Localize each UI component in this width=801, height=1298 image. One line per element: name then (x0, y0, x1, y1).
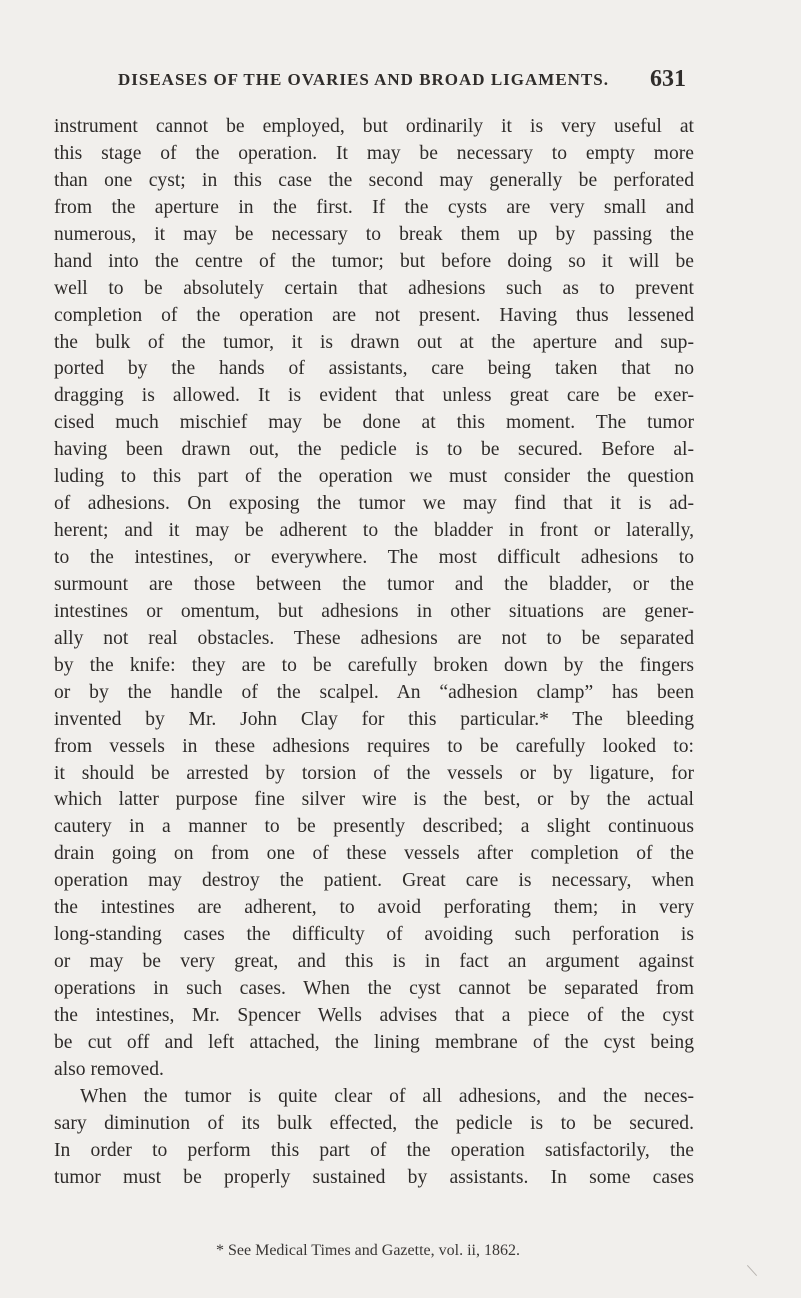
text-line: to the intestines, or everywhere. The most difficult adhesions to (54, 547, 694, 568)
text-line: the bulk of the tumor, it is drawn out at the aperture and sup- (54, 331, 694, 353)
text-line: which latter purpose fine silver wire is the best, or by the actual (54, 789, 694, 811)
text-line: invented by Mr. John Clay for this particular.* The bleeding (54, 708, 694, 730)
text-line: than one cyst; in this case the second may generally be perforated (54, 169, 694, 191)
text-line: hand into the centre of the tumor; but before doing so it will be (54, 250, 694, 272)
text-line: surmount are those between the tumor and the bladder, or the (54, 573, 694, 595)
text-line: cautery in a manner to be presently described; a slight continuous (54, 816, 694, 838)
text-line: operations in such cases. When the cyst cannot be separated from (54, 978, 694, 999)
text-line: numerous, it may be necessary to break them up by passing the (54, 223, 694, 245)
text-line: or may be very great, and this is in fact an argument against (54, 951, 694, 973)
body-text (54, 114, 694, 1192)
text-line: completion of the operation are not present. Having thus lessened (54, 304, 694, 326)
paragraph-end-line: also removed. (54, 1058, 164, 1080)
text-line: cised much mischief may be done at this moment. The tumor (54, 412, 694, 434)
text-line: sary diminution of its bulk effected, the pedicle is to be secured. (54, 1112, 694, 1134)
text-line: by the knife: they are to be carefully broken down by the fingers (54, 654, 694, 676)
scan-mark (747, 1265, 757, 1276)
text-line: tumor must be properly sustained by assistants. In some cases (54, 1166, 694, 1188)
chapter-title: DISEASES OF THE OVARIES AND BROAD LIGAMENTS. (118, 70, 609, 89)
text-line: the intestines, Mr. Spencer Wells advises that a piece of the cyst (54, 1004, 694, 1026)
text-line: In order to perform this part of the operation satisfactorily, the (54, 1139, 694, 1161)
text-line: ally not real obstacles. These adhesions are not to be separated (54, 627, 694, 649)
text-line: or by the handle of the scalpel. An “adhesion clamp” has been (54, 681, 694, 703)
text-line: drain going on from one of these vessels after completion of the (54, 843, 694, 865)
text-line: of adhesions. On exposing the tumor we may find that it is ad- (54, 493, 694, 515)
text-line: be cut off and left attached, the lining membrane of the cyst being (54, 1031, 694, 1053)
text-line: instrument cannot be employed, but ordinarily it is very useful at (54, 116, 694, 137)
footnote: * See Medical Times and Gazette, vol. ii, 1862. (216, 1242, 520, 1259)
text-line: having been drawn out, the pedicle is to be secured. Before al- (54, 439, 694, 461)
text-line: it should be arrested by torsion of the vessels or by ligature, for (54, 762, 694, 784)
text-line: from the aperture in the first. If the cysts are very small and (54, 196, 694, 218)
text-line: long-standing cases the difficulty of avoiding such perforation is (54, 924, 694, 946)
running-header (118, 66, 686, 98)
text-line: dragging is allowed. It is evident that unless great care be exer- (54, 385, 694, 407)
text-line: herent; and it may be adherent to the bladder in front or laterally, (54, 520, 694, 542)
text-line: the intestines are adherent, to avoid perforating them; in very (54, 897, 694, 919)
text-line: intestines or omentum, but adhesions in other situations are gener- (54, 600, 694, 622)
text-line: operation may destroy the patient. Great care is necessary, when (54, 870, 694, 892)
text-line: well to be absolutely certain that adhesions such as to prevent (54, 277, 694, 299)
paragraph-start-line: When the tumor is quite clear of all adhesions, and the neces- (80, 1085, 694, 1107)
text-line: luding to this part of the operation we must consider the question (54, 466, 694, 488)
text-line: ported by the hands of assistants, care being taken that no (54, 358, 694, 380)
text-line: this stage of the operation. It may be necessary to empty more (54, 142, 694, 164)
page-number: 631 (650, 66, 686, 92)
text-line: from vessels in these adhesions requires to be carefully looked to: (54, 735, 694, 757)
